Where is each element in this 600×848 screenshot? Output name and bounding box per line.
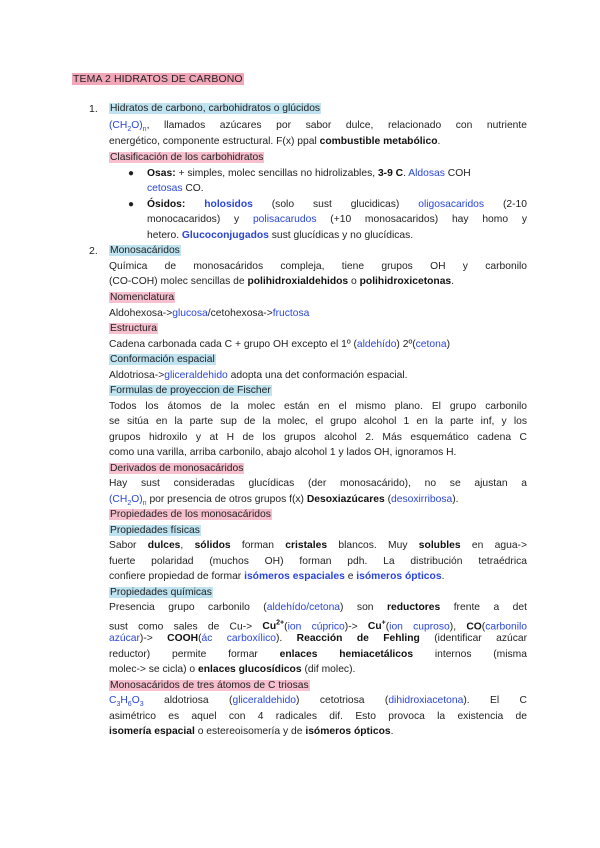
paragraph-line: Aldohexosa->glucosa/cetohexosa->fructosa [109, 308, 310, 319]
paragraph-line: (CO-COH) molec sencillas de polihidroxialdehidos o polihidroxicetonas. [109, 276, 455, 287]
subheading: Monosacáridos de tres átomos de C triosas [110, 680, 309, 691]
formula: $(CH_2O)_n$ [109, 494, 147, 508]
paragraph-line: energético, componente estructural. F(x) ppal combustible metabólico. [109, 136, 441, 147]
paragraph-line: fuerte polaridad (muchos OH) forman pdh. La distribución tetraédrica [109, 556, 527, 567]
subheading: Formulas de proyeccion de Fischer [110, 385, 271, 396]
paragraph-line: se sitúa en la parte sup de la molec, el grupo alcohol 1 en la parte inf, y los [109, 416, 527, 427]
paragraph-line: Hay sust consideradas glucídicas (der monosacárido), no se ajustan a [109, 478, 527, 489]
paragraph-line: Presencia grupo carbonilo (aldehído/cetona) son reductores frente a det [109, 602, 527, 613]
section-number: 1. [89, 103, 98, 115]
subheading: Propiedades químicas [110, 587, 212, 598]
list-item: Osas: + simples, molec sencillas no hidrolizables, 3-9 C. Aldosas COH [147, 168, 471, 179]
subheading: Clasificación de los carbohidratos [110, 152, 264, 163]
subheading: Conformación espacial [110, 354, 215, 365]
page-title: TEMA 2 HIDRATOS DE CARBONO [73, 73, 243, 85]
paragraph-line: $(CH_2O)_n$, llamados azúcares por sabor dulce, relacionado con nutriente [109, 120, 527, 134]
bullet-icon: ● [128, 168, 135, 179]
paragraph-line: Aldotriosa->gliceraldehido adopta una det conformación espacial. [109, 370, 408, 381]
list-item-cont: monocacaridos) y polisacarudos (+10 monosacaridos) hay homo y [147, 214, 528, 225]
list-item: Ósidos: holosidos (solo sust glucidicas) oligosacaridos (2-10 [147, 199, 527, 210]
section-heading [109, 101, 527, 117]
formula: $(CH_2O)_n$ [109, 120, 147, 134]
formula: $C_3H_6O_3$ [109, 695, 144, 709]
subheading: Nomenclatura [110, 292, 175, 303]
paragraph-line: Cadena carbonada cada C + grupo OH excepto el 1º (aldehído) 2º(cetona) [109, 339, 450, 350]
paragraph-line: $(CH_2O)_n$ por presencia de otros grupos f(x) Desoxiazúcares (desoxirribosa). [109, 494, 459, 508]
section-heading: Monosacáridos [110, 245, 180, 256]
paragraph-line: confiere propiedad de formar isómeros espaciales e isómeros ópticos. [109, 571, 445, 582]
paragraph-line: Todos los átomos de la molec están en el mismo plano. El grupo carbonilo [109, 401, 527, 412]
paragraph-line: Sabor dulces, sólidos forman cristales blancos. Muy solubles en agua-> [109, 540, 527, 551]
list-item-cont: hetero. Glucoconjugados sust glucídicas y no glucídicas. [147, 230, 414, 241]
heading-text: Hidratos de carbono, carbohidratos o glúcidos [110, 103, 321, 114]
subheading: Propiedades de los monosacáridos [110, 509, 271, 520]
paragraph-line: molec-> se cicla) o enlaces glucosídicos (dif molec). [109, 664, 356, 675]
paragraph-line: como una varilla, arriba carbonilo, abajo alcohol 1 y lados OH, ignoramos H. [109, 447, 457, 458]
subheading: Derivados de monosacáridos [110, 463, 244, 474]
paragraph-line: sust como sales de $Cu-> Cu^{2+}(ion$ cúprico)-> Cu+(ion cuproso), CO(carbonilo [109, 620, 528, 633]
paragraph-line: asimétrico es aquel con 4 radicales dif. Esto provoca la existencia de [109, 711, 527, 722]
list-item-cont: cetosas CO. [147, 183, 204, 194]
paragraph-line: azúcar)-> COOH(ác carboxílico). Reacción de Fehling (identificar azúcar [109, 633, 528, 644]
section-number: 2. [89, 245, 98, 257]
paragraph-line: isomería espacial o estereoisomería y de isómeros ópticos. [109, 726, 394, 737]
bullet-icon: ● [128, 199, 135, 210]
paragraph-line: grupos hidroxilo y at H de los grupos alcohol 2. Más esquemático cadena C [109, 432, 527, 443]
paragraph-line: $C_3H_6O_3$ aldotriosa (gliceraldehido) cetotriosa (dihidroxiacetona). El C [109, 695, 527, 709]
subheading: Propiedades físicas [110, 525, 200, 536]
subheading: Estructura [110, 323, 157, 334]
paragraph-line: Química de monosacáridos compleja, tiene grupos OH y carbonilo [109, 261, 527, 272]
paragraph-line: reductor) permite formar enlaces hemiacetálicos internos (misma [109, 649, 527, 660]
